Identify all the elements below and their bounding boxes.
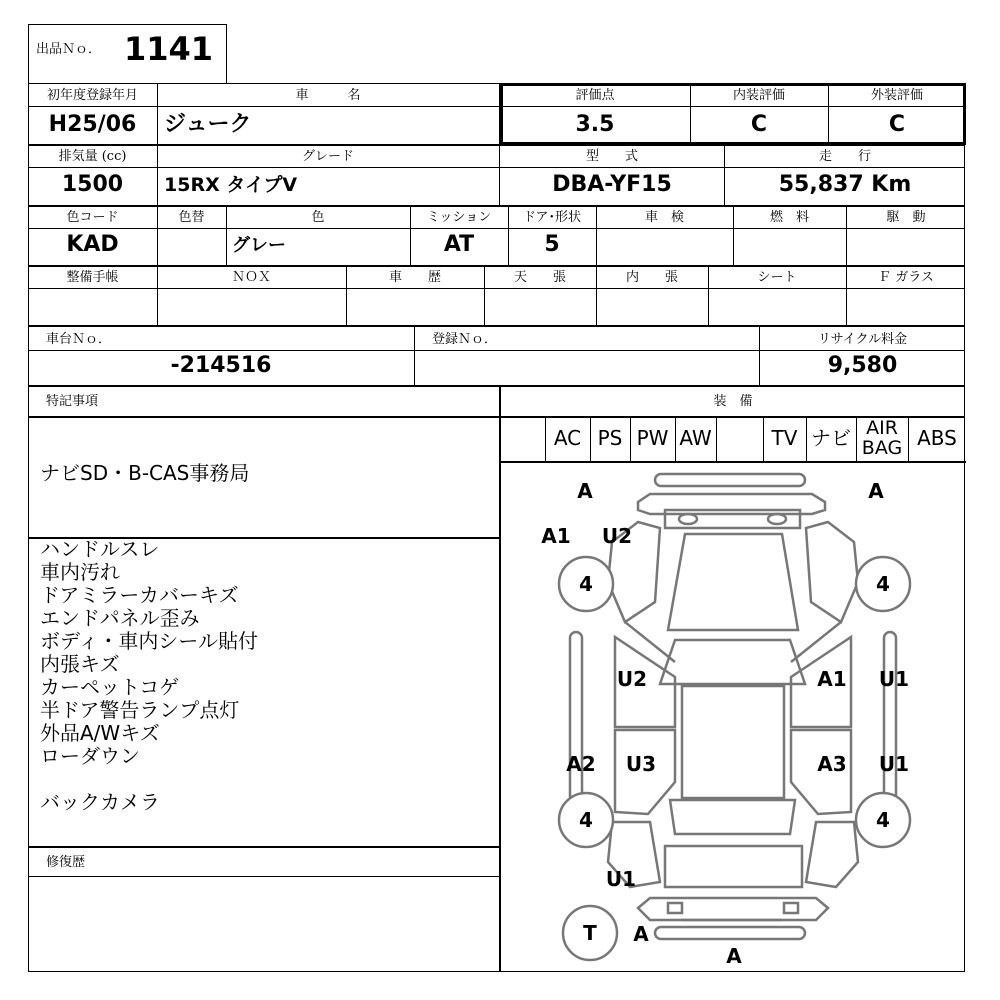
repair-history-label: 修復歴 xyxy=(46,855,86,870)
rear-window xyxy=(670,800,795,834)
front-glass-label: Ｆ ガラス xyxy=(878,270,934,285)
car-name-value: ジューク xyxy=(164,112,252,137)
mileage-label: 走 行 xyxy=(818,149,871,164)
door-value: 5 xyxy=(544,232,560,257)
equip-tv: TV xyxy=(771,426,798,450)
equipment-label: 装 備 xyxy=(713,394,753,409)
inspection-label: 車 検 xyxy=(644,210,684,225)
grade-label: グレード xyxy=(301,149,354,164)
model-label: 型 式 xyxy=(585,149,638,164)
mission-value: AT xyxy=(443,232,475,257)
manual-label: 整備手帳 xyxy=(66,270,119,285)
equip-pw: PW xyxy=(636,426,669,450)
mileage-value: 55,837 Km xyxy=(778,172,912,197)
fender-right-front xyxy=(806,522,858,622)
model-value: DBA-YF15 xyxy=(552,172,672,197)
notes-top-text: ナビSD・B-CAS事務局 xyxy=(40,461,250,485)
chassis-label: 車台Ｎｏ． xyxy=(46,332,112,347)
exterior-grade-label: 外装評価 xyxy=(870,88,923,103)
note-line: ドアミラーカバーキズ xyxy=(40,583,239,607)
door-label: ドア･形状 xyxy=(522,210,582,225)
color-code-value: KAD xyxy=(66,232,119,257)
damage-u1-mid: U1 xyxy=(878,667,910,691)
exterior-grade-value: C xyxy=(888,112,906,137)
damage-u2-mid: U2 xyxy=(616,667,648,691)
note-line: 外品A/Wキズ xyxy=(40,721,160,745)
history-label: 車 歴 xyxy=(388,270,441,285)
score-value: 3.5 xyxy=(575,112,615,137)
fender-right-rear xyxy=(806,822,858,887)
note-line: カーペットコゲ xyxy=(40,675,180,699)
note-line: バックカメラ xyxy=(40,790,160,814)
drive-label: 駆 動 xyxy=(886,210,926,225)
reg-date-value: H25/06 xyxy=(48,112,137,137)
damage-u2-top: U2 xyxy=(601,524,633,548)
damage-a1-mid: A1 xyxy=(817,667,847,691)
note-line: ローダウン xyxy=(40,744,140,768)
damage-a2: A2 xyxy=(566,752,596,776)
note-line: ボディ・車内シール貼付 xyxy=(40,629,258,653)
lot-number: 1141 xyxy=(124,30,214,68)
tire-fr-value: 4 xyxy=(876,572,890,596)
equip-ac: AC xyxy=(553,426,582,450)
note-line: エンドパネル歪み xyxy=(40,606,200,630)
note-line: 車内汚れ xyxy=(40,560,120,584)
equip-abs: ABS xyxy=(917,426,957,450)
front-bumper xyxy=(655,474,805,486)
mission-label: ミッション xyxy=(426,210,492,225)
fuel-label: 燃 料 xyxy=(769,210,809,225)
repaint-label: 色替 xyxy=(178,210,205,225)
trunk xyxy=(665,846,802,887)
side-skirt-left xyxy=(570,632,582,802)
damage-front-right: A xyxy=(868,479,884,503)
taillight-right xyxy=(784,903,798,913)
interior-grade-label: 内装評価 xyxy=(732,88,785,103)
damage-u3: U3 xyxy=(625,752,657,776)
recycle-fee-value: 9,580 xyxy=(827,353,898,378)
equip-ps: PS xyxy=(597,426,623,450)
damage-rear-a2: A xyxy=(726,944,742,968)
roof xyxy=(682,686,784,798)
front-panel xyxy=(665,510,800,528)
tire-rr-value: 4 xyxy=(876,808,890,832)
tire-fl-value: 4 xyxy=(579,572,593,596)
reg-date-label: 初年度登録年月 xyxy=(46,88,138,103)
interior-grade-value: C xyxy=(750,112,768,137)
lot-label: 出品Ｎｏ． xyxy=(36,42,102,57)
damage-u1-low: U1 xyxy=(878,752,910,776)
recycle-fee-label: リサイクル料金 xyxy=(817,332,908,347)
equip-navi: ナビ xyxy=(811,426,851,450)
damage-rear-a1: A xyxy=(633,922,649,946)
interior-lining-label: 内 張 xyxy=(625,270,678,285)
roof-lining-label: 天 張 xyxy=(513,270,566,285)
color-value: グレー xyxy=(232,235,286,256)
equip-aw: AW xyxy=(679,426,712,450)
nox-label: ＮＯＸ xyxy=(231,270,271,285)
notes-label: 特記事項 xyxy=(46,394,99,409)
damage-a1-top: A1 xyxy=(541,524,571,548)
hood xyxy=(668,534,798,630)
grade-value: 15RX タイプV xyxy=(164,174,298,196)
tire-rl-value: 4 xyxy=(579,808,593,832)
spare-tire-value: T xyxy=(583,921,597,945)
taillight-left xyxy=(668,903,682,913)
windshield xyxy=(660,640,805,684)
equip-airbag: AIR BAG xyxy=(861,417,903,459)
score-label: 評価点 xyxy=(575,88,615,103)
headlight-left xyxy=(679,514,697,524)
note-line: ハンドルスレ xyxy=(40,537,160,561)
headlight-right xyxy=(768,514,786,524)
color-code-label: 色コード xyxy=(66,210,119,225)
side-skirt-right xyxy=(884,632,896,802)
rear-panel xyxy=(638,898,828,920)
note-line: 半ドア警告ランプ点灯 xyxy=(40,698,240,722)
damage-u1-rear: U1 xyxy=(605,867,637,891)
color-label: 色 xyxy=(311,210,325,225)
damage-front-left: A xyxy=(577,479,593,503)
damage-a3: A3 xyxy=(817,752,847,776)
displacement-value: 1500 xyxy=(61,172,124,197)
reg-number-label: 登録Ｎｏ． xyxy=(432,332,498,347)
rear-bumper xyxy=(655,927,805,939)
car-name-label: 車 名 xyxy=(295,88,361,103)
displacement-label: 排気量 (cc) xyxy=(58,149,127,164)
chassis-value: -214516 xyxy=(170,353,272,378)
note-line: 内張キズ xyxy=(40,652,120,676)
seat-label: シート xyxy=(757,270,797,285)
